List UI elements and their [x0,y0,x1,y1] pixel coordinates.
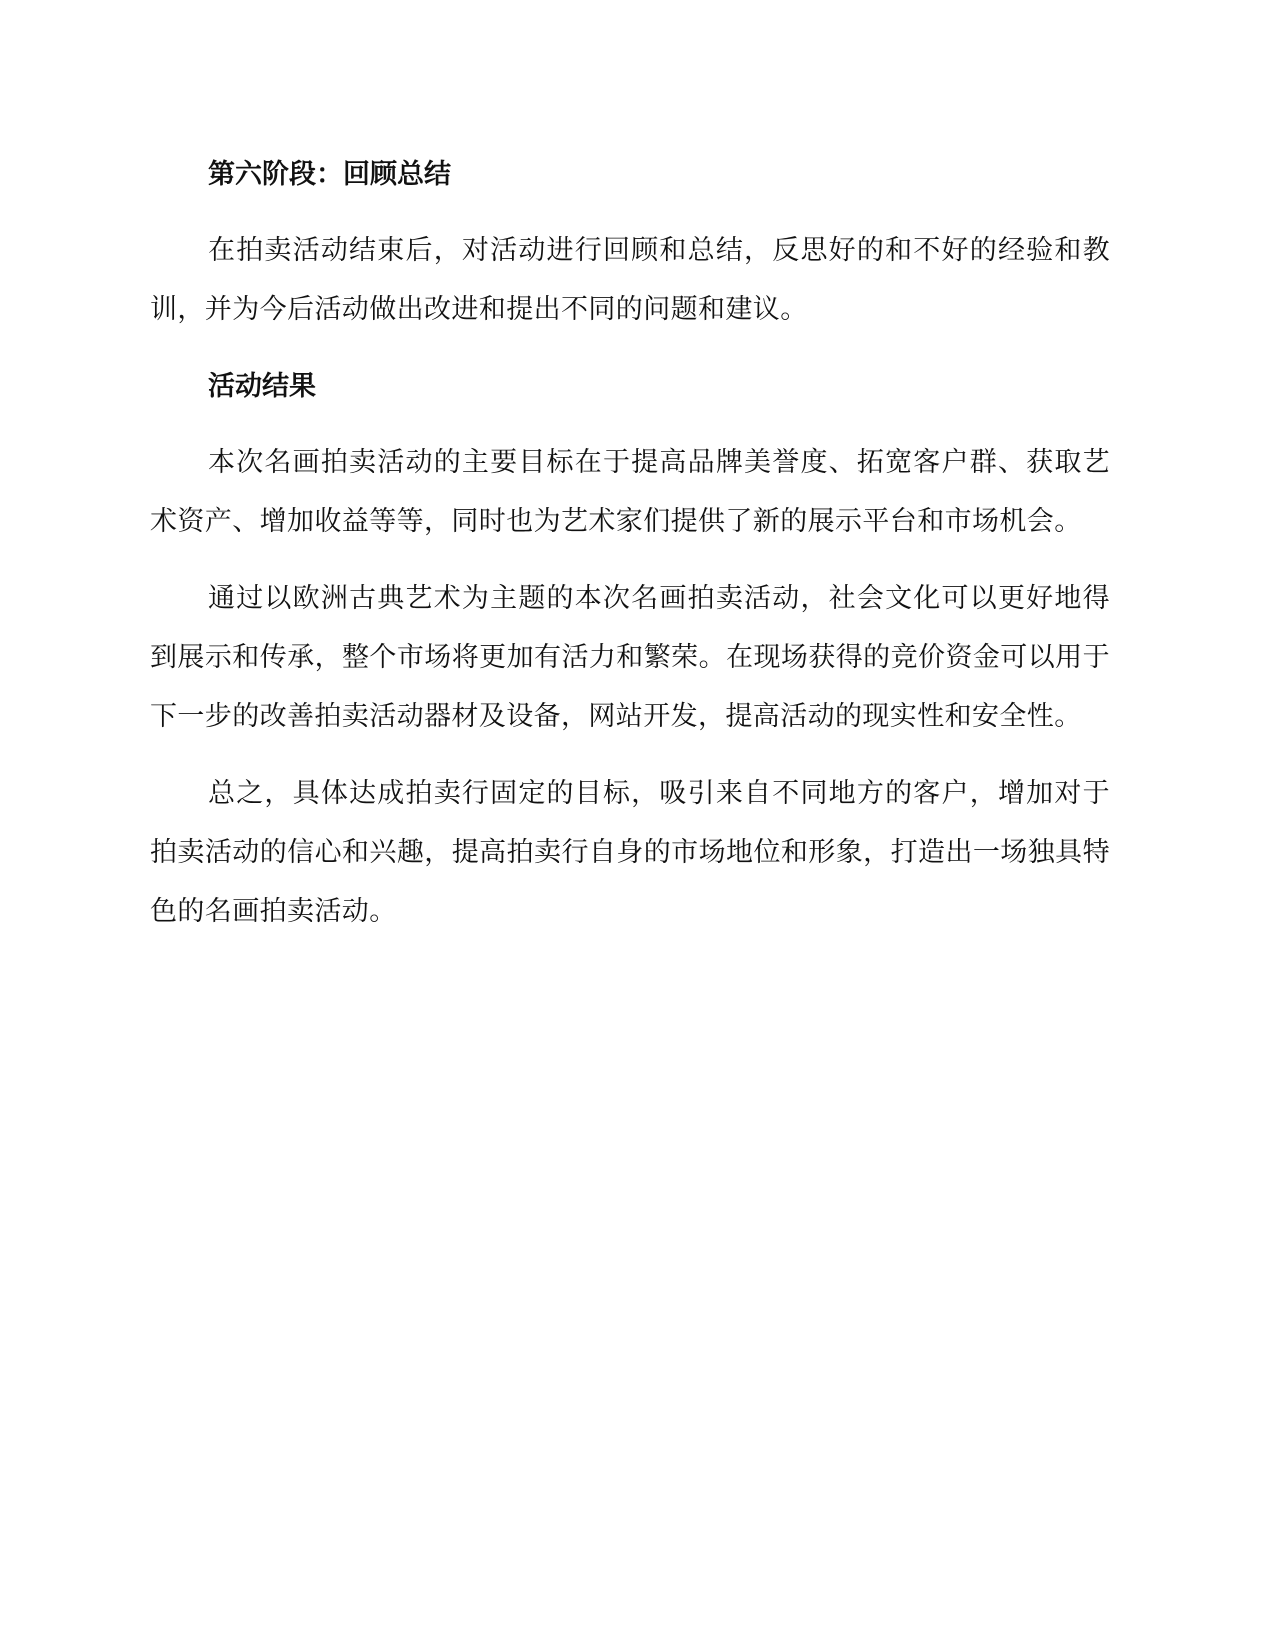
section-six-heading: 第六阶段：回顾总结 [208,159,451,190]
document-page [150,140,1110,959]
results-paragraph-goals: 本次名画拍卖活动的主要目标在于提高品牌美誉度、拓宽客户群、获取艺术资产、增加收益等等，同时也为艺术家们提供了新的展示平台和市场机会。 [150,447,1110,537]
results-paragraph-summary: 总之，具体达成拍卖行固定的目标，吸引来自不同地方的客户，增加对于拍卖活动的信心和兴趣，提高拍卖行自身的市场地位和形象，打造出一场独具特色的名画拍卖活动。 [150,778,1110,927]
section-six-paragraph: 在拍卖活动结束后，对活动进行回顾和总结，反思好的和不好的经验和教训，并为今后活动做出改进和提出不同的问题和建议。 [150,235,1110,325]
results-heading: 活动结果 [208,371,316,402]
results-paragraph-culture: 通过以欧洲古典艺术为主题的本次名画拍卖活动，社会文化可以更好地得到展示和传承，整个市场将更加有活力和繁荣。在现场获得的竞价资金可以用于下一步的改善拍卖活动器材及设备，网站开发，提高活动的现实性和安全性。 [150,583,1110,732]
